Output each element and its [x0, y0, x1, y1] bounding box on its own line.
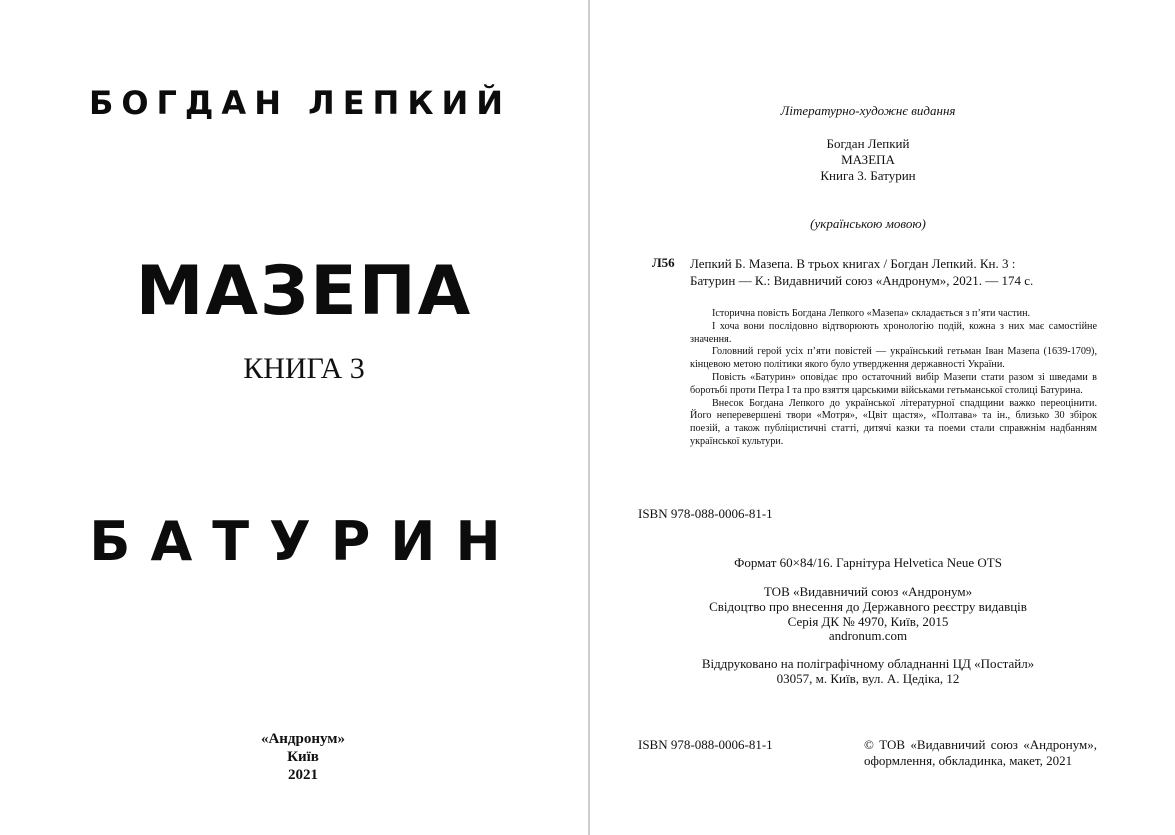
book-number: КНИГА 3	[243, 352, 365, 385]
publisher-series: Серія ДК № 4970, Київ, 2015	[787, 614, 949, 629]
imprint-year: 2021	[288, 767, 318, 783]
author-name: БОГДАН ЛЕПКИЙ	[88, 84, 512, 122]
colophon-book: Книга 3. Батурин	[820, 168, 916, 183]
printer-name: Віддруковано на поліграфічному обладнанні ЦД «Постайл»	[701, 656, 1035, 671]
annotation	[690, 308, 1097, 449]
colophon-author: Богдан Лепкий	[826, 136, 910, 151]
annotation-paragraph: Повість «Батурин» оповідає про остаточний вибір Мазепи стати разом зі шведами в боротьбі проти Петра І та про взяття царськими військами гетьманської столиці Батурина.	[690, 371, 1097, 396]
book-title: МАЗЕПА	[135, 252, 473, 331]
language-note: (українською мовою)	[810, 216, 926, 231]
catalog-entry	[690, 255, 1097, 289]
annotation-paragraph: І хоча вони послідовно відтворюють хронологію подій, кожна з них має самостійне значення.	[690, 320, 1097, 345]
printer-address: 03057, м. Київ, вул. А. Цедіка, 12	[776, 671, 960, 686]
imprint	[0, 730, 606, 784]
isbn-bottom: ISBN 978-088-0006-81-1	[638, 737, 773, 752]
annotation-paragraph: Внесок Богдана Лепкого до української літературної спадщини важко переоцінити. Його неперевершені твори «Мотря», «Цвіт щастя», «Полтава» та ін., близько 30 збірок поезій, а також публіцистичні статті, дитячі казки та поеми стали справжнім надбанням української культури.	[690, 397, 1097, 447]
publisher-certificate: Свідоцтво про внесення до Державного реєстру видавців	[709, 599, 1027, 614]
catalog-line: Батурин — К.: Видавничий союз «Андронум», 2021. — 174 с.	[690, 273, 1034, 288]
imprint-publisher: «Андронум»	[260, 731, 346, 747]
imprint-city: Київ	[287, 749, 319, 765]
colophon-title: МАЗЕПА	[841, 152, 895, 167]
book-subtitle: БАТУРИН	[89, 510, 521, 573]
copyright-notice: © ТОВ «Видавничий союз «Андронум», оформлення, обкладинка, макет, 2021	[864, 737, 1097, 768]
catalog-line: Лепкий Б. Мазепа. В трьох книгах / Богдан Лепкий. Кн. 3 :	[690, 256, 1016, 271]
edition-type: Літературно-художнє видання	[780, 103, 956, 118]
isbn-top: ISBN 978-088-0006-81-1	[638, 506, 773, 521]
catalog-code: Л56	[652, 255, 675, 270]
format-line: Формат 60×84/16. Гарнітура Helvetica Neue OTS	[734, 555, 1002, 570]
publisher-website: andronum.com	[828, 628, 908, 643]
annotation-paragraph: Історична повість Богдана Лепкого «Мазепа» складається з п’яти частин.	[712, 308, 1031, 319]
annotation-paragraph: Головний герой усіх п’яти повістей — український гетьман Іван Мазепа (1639-1709), кінцевою метою політики якого було утвердження державності України.	[690, 346, 1097, 371]
publisher-name: ТОВ «Видавничий союз «Андронум»	[763, 584, 973, 599]
